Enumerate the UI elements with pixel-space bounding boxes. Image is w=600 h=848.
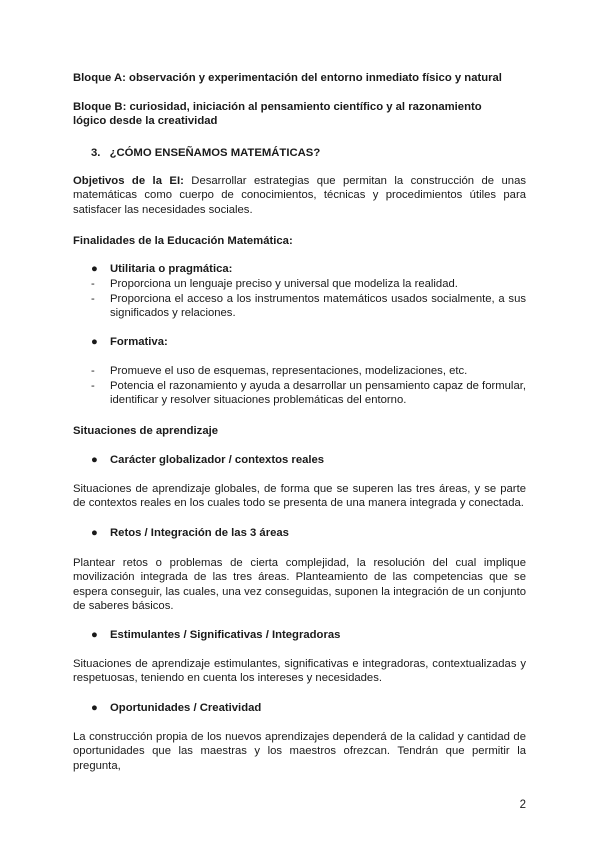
dash-icon: - (91, 380, 95, 392)
bloque-b (73, 100, 526, 129)
bloque-b-line2: lógico desde la creatividad (73, 115, 218, 128)
bullet-icon: ● (91, 629, 98, 641)
bullet-title: Formativa: (110, 336, 168, 348)
objetivos-text: Desarrollar estrategias que permitan la construcción de unas matemáticas como cuerpo de conocimientos, técnicas y procedimientos útiles para satisfacer las necesidades sociales. (73, 175, 526, 216)
dash-icon: - (91, 278, 95, 290)
section-heading (91, 146, 320, 160)
bullet-icon: ● (91, 527, 98, 539)
bullet-title: Retos / Integración de las 3 áreas (110, 527, 289, 539)
section-title: ¿CÓMO ENSEÑAMOS MATEMÁTICAS? (109, 147, 321, 159)
bullet-icon: ● (91, 336, 98, 348)
page-number: 2 (519, 799, 526, 811)
list-item-text: Proporciona un lenguaje preciso y universal que modeliza la realidad. (110, 278, 458, 290)
list-item-text: Proporciona el acceso a los instrumentos matemáticos usados socialmente, a sus significados y relaciones. (110, 293, 526, 320)
bullet-title: Estimulantes / Significativas / Integradoras (110, 629, 341, 641)
bloque-a: Bloque A: observación y experimentación del entorno inmediato físico y natural (73, 72, 502, 84)
list-item-text: Promueve el uso de esquemas, representaciones, modelizaciones, etc. (110, 365, 468, 377)
list-item-text: Potencia el razonamiento y ayuda a desarrollar un pensamiento capaz de formular, identificar y resolver situaciones problemáticas del entorno. (110, 380, 526, 407)
caracter-paragraph: Situaciones de aprendizaje globales, de forma que se superen las tres áreas, y se parte de contextos reales en los cuales todo se presenta de una manera integrada y conectada. (73, 483, 526, 510)
dash-icon: - (91, 365, 95, 377)
bullet-icon: ● (91, 263, 98, 275)
bloque-b-line1: Bloque B: curiosidad, iniciación al pensamiento científico y al razonamiento (73, 101, 482, 113)
retos-paragraph: Plantear retos o problemas de cierta complejidad, la resolución del cual implique movilización integrada de las tres áreas. Planteamiento de las competencias que se espera conseguir, las cuales, una vez conseguidas, suponen la integración de un conjunto de saberes básicos. (73, 557, 526, 613)
situaciones-heading: Situaciones de aprendizaje (73, 425, 219, 437)
bullet-icon: ● (91, 702, 98, 714)
estimulantes-paragraph: Situaciones de aprendizaje estimulantes, significativas e integradoras, contextualizadas y respetuosas, teniendo en cuenta los intereses y necesidades. (73, 658, 526, 685)
dash-icon: - (91, 293, 95, 305)
bullet-title: Carácter globalizador / contextos reales (110, 454, 325, 466)
objetivos-label: Objetivos de la EI: (73, 175, 184, 187)
oportunidades-paragraph: La construcción propia de los nuevos aprendizajes dependerá de la calidad y cantidad de oportunidades que las maestras y los maestros ofrezcan. Tendrán que permitir la pregunta, (73, 731, 526, 772)
section-number: 3. (91, 147, 101, 159)
finalidades-heading: Finalidades de la Educación Matemática: (73, 235, 293, 247)
bullet-title: Oportunidades / Creatividad (110, 702, 262, 714)
bullet-title: Utilitaria o pragmática: (110, 263, 233, 275)
bullet-icon: ● (91, 454, 98, 466)
objetivos-paragraph (73, 174, 526, 217)
